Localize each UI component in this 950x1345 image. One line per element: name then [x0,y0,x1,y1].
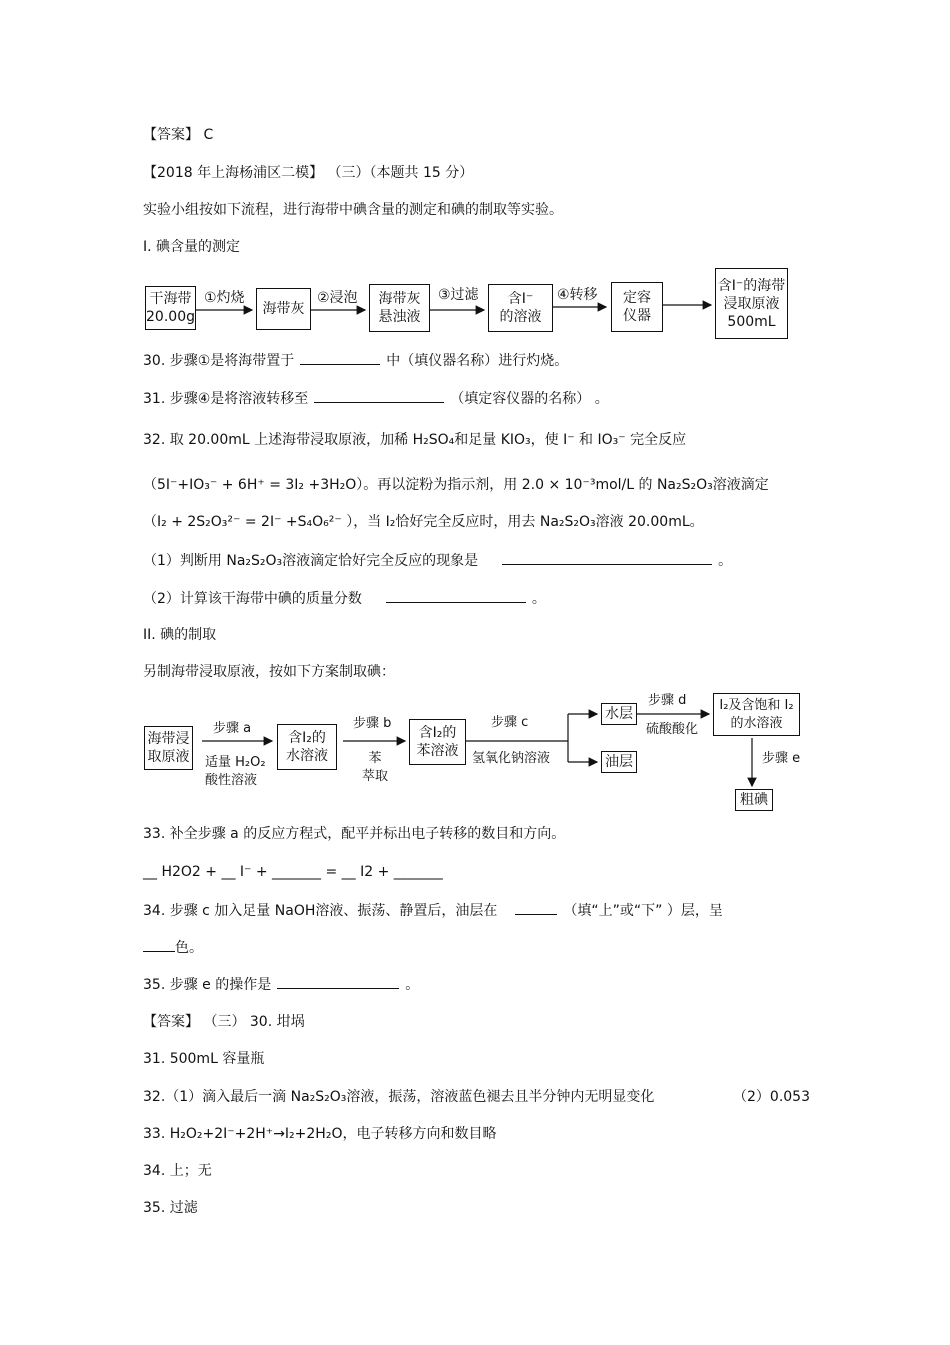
flow2-step-c: 步骤 c [491,715,529,730]
flow2-box-oil-layer: 油层 [601,751,637,773]
flow2-step-a: 步骤 a [213,721,252,736]
answer-line-3: 32.（1）滴入最后一滴 Na₂S₂O₃溶液，振荡，溶液蓝色褪去且半分钟内无明显变化 [143,1089,655,1105]
question-32-line-1: 32. 取 20.00mL 上述海带浸取原液，加稀 H₂SO₄和足量 KIO₃，使 I⁻ 和 IO₃⁻ 完全反应 [143,432,687,448]
flow2-step-d: 步骤 d [648,693,687,708]
flow1-box-kelp-ash: 海带灰 [256,288,311,330]
q30-blank[interactable] [300,350,380,365]
answer-line-3b: （2）0.053 [733,1089,810,1105]
flow1-box-dry-kelp: 干海带 20.00g [145,286,196,330]
intro-text: 实验小组按如下流程，进行海带中碘含量的测定和碘的制取等实验。 [143,202,563,218]
answer-line-4: 33. H₂O₂+2I⁻+2H⁺→I₂+2H₂O，电子转移方向和数目略 [143,1126,497,1142]
section-1-title: I. 碘含量的测定 [143,239,241,255]
question-header: 【2018 年上海杨浦区二模】 （三）（本题共 15 分） [143,165,474,181]
q34-blank-1[interactable] [515,900,557,915]
answer-line-5: 34. 上；无 [143,1163,212,1179]
answer-line-2: 31. 500mL 容量瓶 [143,1051,265,1067]
q34-blank-2[interactable] [143,937,175,952]
question-34-line-1: 34. 步骤 c 加入足量 NaOH溶液、振荡、静置后，油层在 （填“上”或“下” ）层，呈 [143,900,723,921]
question-32-line-2: （5I⁻+IO₃⁻ + 6H⁺ = 3I₂ +3H₂O）。再以淀粉为指示剂，用 2.0 × 10⁻³mol/L 的 Na₂S₂O₃溶液滴定 [143,477,769,493]
answer-line-1: 【答案】 （三） 30. 坩埚 [143,1014,305,1030]
flow2-reagent-b: 苯 萃取 [362,751,389,784]
flow2-box-iodine-water: 含I₂的 水溶液 [277,724,337,770]
q35-blank[interactable] [277,974,399,989]
flow1-step-3: ③过滤 [438,287,479,303]
flow2-reagent-c: 氢氧化钠溶液 [472,751,551,766]
flow1-box-iodide-solution: 含I⁻ 的溶液 [488,284,553,332]
section-2-title: II. 碘的制取 [143,627,217,643]
flow2-reagent-a: 适量 H₂O₂ 酸性溶液 [205,755,266,788]
flow1-step-1: ①灼烧 [204,290,245,306]
q32-1-blank[interactable] [502,550,712,565]
flow2-box-iodine-saturated: I₂及含饱和 I₂ 的水溶液 [713,693,800,736]
question-32-line-3: （I₂ + 2S₂O₃²⁻ = 2I⁻ +S₄O₆²⁻ ），当 I₂恰好完全反应时，用去 Na₂S₂O₃溶液 20.00mL。 [143,514,704,530]
answer-line-6: 35. 过滤 [143,1200,198,1216]
flow2-box-extract: 海带浸 取原液 [144,726,193,770]
q32-2-blank[interactable] [386,588,526,603]
question-32-part-1: （1）判断用 Na₂S₂O₃溶液滴定恰好完全反应的现象是 。 [143,550,732,571]
flow2-reagent-d: 硫酸酸化 [646,722,699,737]
question-32-part-2: （2）计算该干海带中碘的质量分数 。 [143,588,546,609]
intro-2-text: 另制海带浸取原液，按如下方案制取碘： [143,664,395,680]
question-34-line-2: 色。 [143,937,203,958]
flow1-box-suspension: 海带灰 悬浊液 [369,284,430,332]
flow2-box-water-layer: 水层 [601,703,637,725]
flow1-box-volumetric: 定容 仪器 [611,282,663,332]
flow1-step-4: ④转移 [557,287,598,303]
flow2-box-crude-iodine: 粗碘 [735,789,773,811]
question-31: 31. 步骤④是将溶液转移至 （填定容仪器的名称） 。 [143,388,609,409]
question-35: 35. 步骤 e 的操作是 。 [143,974,419,995]
previous-answer: 【答案】 C [143,127,214,143]
question-33-equation[interactable]: __ H2O2 + __ I⁻ + _______ = __ I2 + _______ [143,864,443,880]
q31-blank[interactable] [314,388,444,403]
flow1-step-2: ②浸泡 [317,290,358,306]
flow2-step-e: 步骤 e [762,751,801,766]
flow2-step-b: 步骤 b [353,716,392,731]
flow2-box-iodine-benzene: 含I₂的 苯溶液 [409,719,466,765]
question-33: 33. 补全步骤 a 的反应方程式，配平并标出电子转移的数目和方向。 [143,826,566,842]
flow1-box-extract: 含I⁻的海带 浸取原液 500mL [715,268,788,339]
question-30: 30. 步骤①是将海带置于 中（填仪器名称）进行灼烧。 [143,350,568,371]
